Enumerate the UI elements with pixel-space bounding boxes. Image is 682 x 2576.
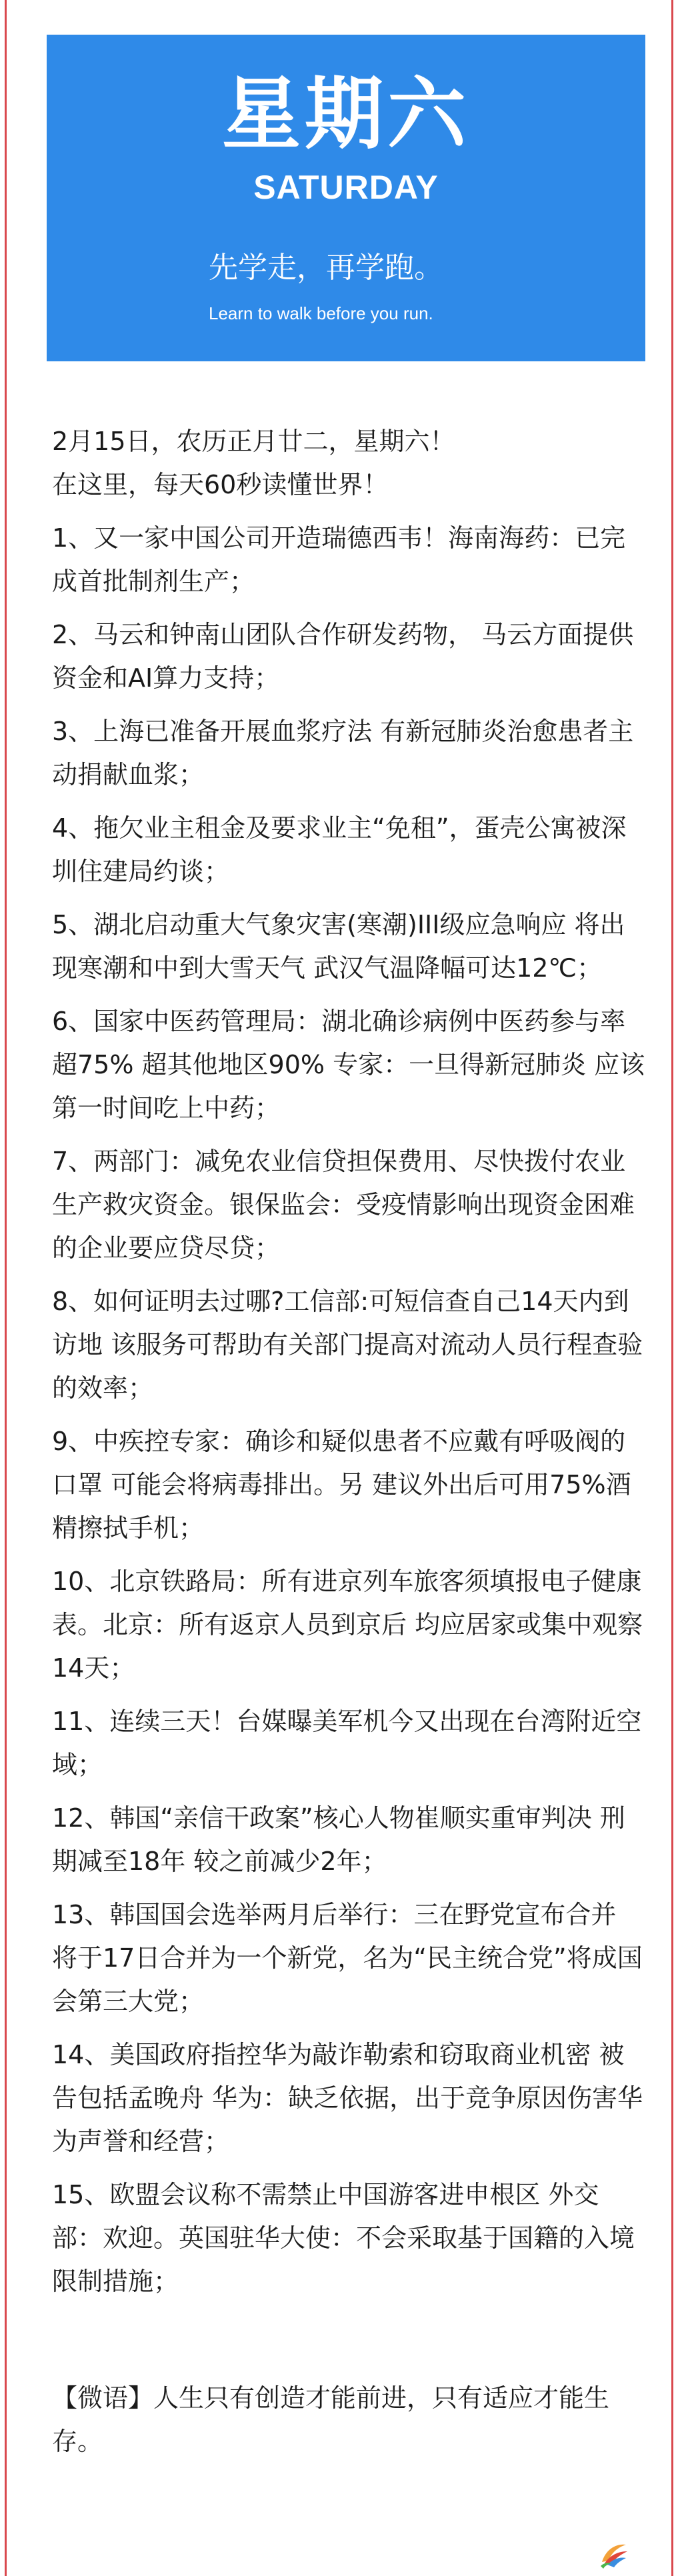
news-item: 11、连续三天！台媒曝美军机今又出现在台湾附近空域； bbox=[52, 1707, 642, 1779]
news-item: 8、如何证明去过哪?工信部:可短信查自己14天内到访地 该服务可帮助有关部门提高对流动人员行程查验的效率； bbox=[52, 1287, 643, 1403]
page-frame bbox=[5, 0, 673, 2576]
banner-slogan-english: Learn to walk before you run. bbox=[209, 303, 433, 323]
news-item: 6、国家中医药管理局：湖北确诊病例中医药参与率超75% 超其他地区90% 专家：一旦得新冠肺炎 应该第一时间吃上中药； bbox=[52, 1007, 645, 1123]
banner-slogan: 先学走，再学跑。 bbox=[209, 251, 443, 285]
news-item: 10、北京铁路局：所有进京列车旅客须填报电子健康表。北京：所有返京人员到京后 均应居家或集中观察14天； bbox=[52, 1567, 643, 1683]
banner-title: 星期六 bbox=[221, 68, 470, 160]
news-item: 5、湖北启动重大气象灾害(寒潮)III级应急响应 将出现寒潮和中到大雪天气 武汉气温降幅可达12℃； bbox=[52, 910, 625, 983]
banner-subtitle: SATURDAY bbox=[253, 169, 439, 206]
news-item: 15、欧盟会议称不需禁止中国游客进申根区 外交部：欢迎。英国驻华大使：不会采取基于国籍的入境限制措施； bbox=[52, 2180, 635, 2296]
tagline: 在这里，每天60秒读懂世界！ bbox=[52, 470, 389, 499]
date-line: 2月15日，农历正月廿二，星期六！ bbox=[52, 427, 455, 456]
colorful-swirl-logo-icon bbox=[597, 2537, 630, 2570]
news-item: 7、两部门：减免农业信贷担保费用、尽快拨付农业生产救灾资金。银保监会：受疫情影响出现资金困难的企业要应贷尽贷； bbox=[52, 1147, 635, 1263]
news-item: 3、上海已准备开展血浆疗法 有新冠肺炎治愈患者主动捐献血浆； bbox=[52, 717, 634, 789]
news-item: 14、美国政府指控华为敲诈勒索和窃取商业机密 被告包括孟晚舟 华为：缺乏依据，出于竞争原因伤害华为声誉和经营； bbox=[52, 2040, 643, 2156]
header-banner bbox=[47, 35, 645, 361]
news-item: 9、中疾控专家：确诊和疑似患者不应戴有呼吸阀的口罩 可能会将病毒排出。另 建议外出后可用75%酒精擦拭手机； bbox=[52, 1427, 631, 1543]
news-item: 2、马云和钟南山团队合作研发药物， 马云方面提供资金和AI算力支持； bbox=[52, 620, 634, 693]
news-item: 1、又一家中国公司开造瑞德西韦！海南海药：已完成首批制剂生产； bbox=[52, 523, 626, 596]
news-item: 13、韩国国会选举两月后举行：三在野党宣布合并 将于17日合并为一个新党，名为“民主统合党”将成国会第三大党； bbox=[52, 1900, 643, 2016]
closing-quote: 【微语】人生只有创造才能前进，只有适应才能生存。 bbox=[52, 2383, 610, 2456]
news-item: 4、拖欠业主租金及要求业主“免租”，蛋壳公寓被深圳住建局约谈； bbox=[52, 813, 627, 886]
news-content bbox=[52, 420, 645, 2313]
news-item: 12、韩国“亲信干政案”核心人物崔顺实重审判决 刑期减至18年 较之前减少2年； bbox=[52, 1803, 625, 1876]
